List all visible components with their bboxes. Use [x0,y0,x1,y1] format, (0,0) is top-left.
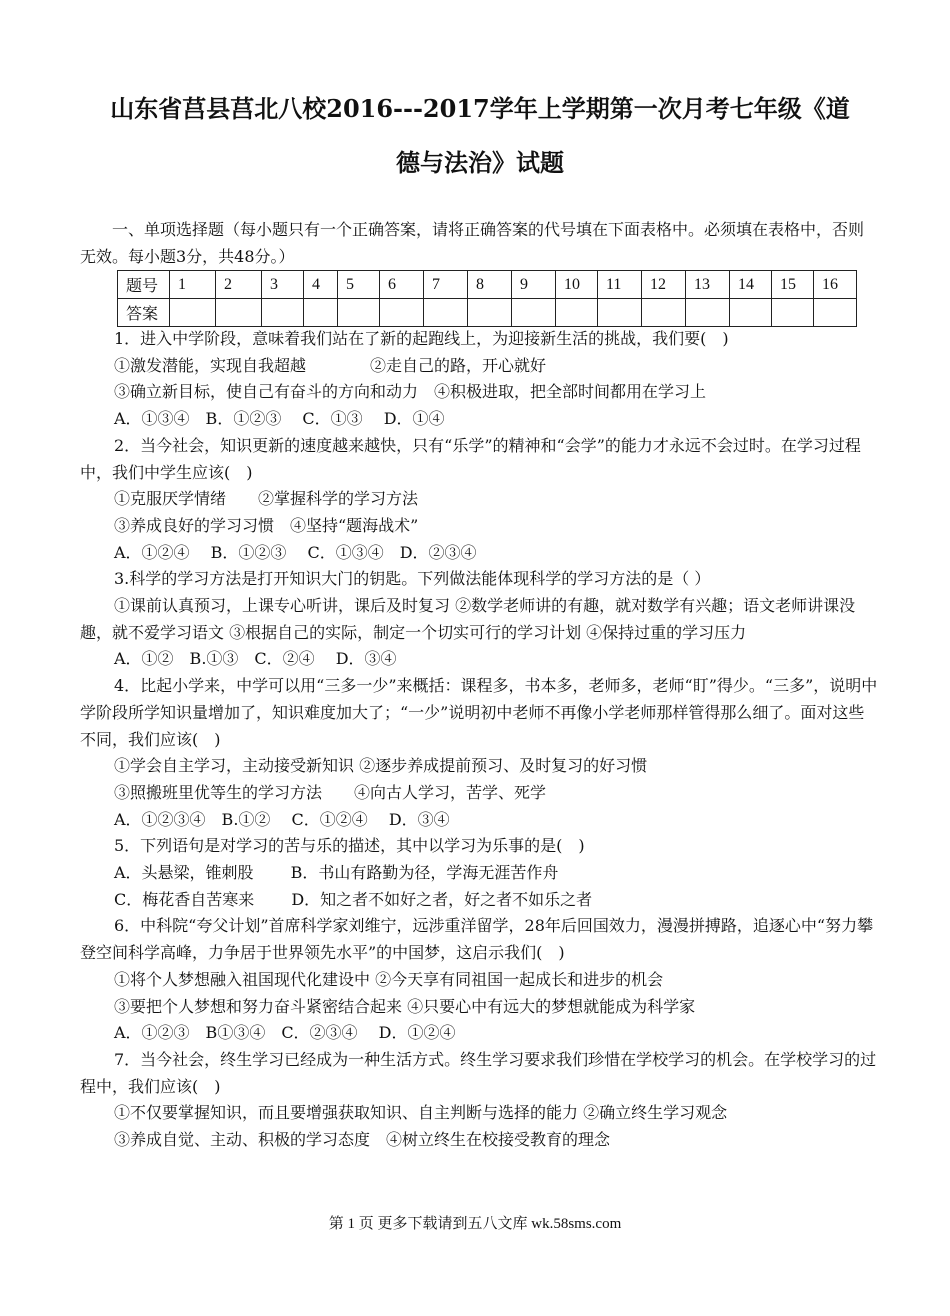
question-number-cell: 15 [772,271,814,299]
question-number-cell: 4 [304,271,338,299]
answer-cell[interactable] [424,299,468,327]
question-number-cell: 16 [814,271,857,299]
answer-cell[interactable] [730,299,772,327]
answer-cell[interactable] [556,299,598,327]
question-line: A．①②③ B①③④ C．②③④ D．①②④ [114,1023,456,1043]
page-footer: 第 1 页 更多下载请到五八文库 wk.58sms.com [328,1216,622,1232]
question-number-cell: 8 [468,271,512,299]
answer-cell[interactable] [262,299,304,327]
question-line: 1．进入中学阶段，意味着我们站在了新的起跑线上，为迎接新生活的挑战，我们要( ) [114,329,729,348]
question-number-cell: 2 [216,271,262,299]
answer-cell[interactable] [338,299,380,327]
answer-cell[interactable] [304,299,338,327]
question-line: 7．当今社会，终生学习已经成为一种生活方式。终生学习要求我们珍惜在学校学习的机会。在学校学习的过程中，我们应该( ) [80,1049,877,1096]
question-line: ①学会自主学习，主动接受新知识 ②逐步养成提前预习、及时复习的好习惯 [114,756,648,776]
question-line: 6．中科院“夸父计划”首席科学家刘维宁，远涉重洋留学，28年后回国效力，漫漫拼搏路，追逐心中“努力攀登空间科学高峰，力争居于世界领先水平”的中国梦，这启示我们( ) [80,916,874,963]
question-line: ③养成自觉、主动、积极的学习态度 ④树立终生在校接受教育的理念 [114,1130,611,1150]
answer-cell[interactable] [642,299,686,327]
answer-cell[interactable] [216,299,262,327]
row-label: 答案 [118,299,170,327]
answer-cell[interactable] [814,299,857,327]
question-line: 3.科学的学习方法是打开知识大门的钥匙。下列做法能体现科学的学习方法的是（ ） [114,569,711,589]
question-number-cell: 3 [262,271,304,299]
answer-cell[interactable] [598,299,642,327]
question-number-cell: 10 [556,271,598,299]
question-number-cell: 11 [598,271,642,299]
question-line: ①课前认真预习，上课专心听讲，课后及时复习 ②数学老师讲的有趣，就对数学有兴趣；语文老师讲课没趣，就不爱学习语文 ③根据自己的实际，制定一个切实可行的学习计划 ④保持过重的学习压力 [80,596,856,642]
question-number-cell: 6 [380,271,424,299]
question-number-cell: 5 [338,271,380,299]
question-line: ③养成良好的学习习惯 ④坚持“题海战术” [114,515,419,535]
answer-cell[interactable] [380,299,424,327]
question-line: C．梅花香自苦寒来 D．知之者不如好之者，好之者不如乐之者 [114,889,593,909]
section-instructions: 一、单项选择题（每小题只有一个正确答案，请将正确答案的代号填在下面表格中。必须填在表格中，否则无效。每小题3分，共48分。） [80,220,865,266]
question-line: A．①③④ B．①②③ C．①③ D．①④ [114,409,445,429]
question-line: A．①②④ B．①②③ C．①③④ D．②③④ [114,542,477,562]
answer-cell[interactable] [468,299,512,327]
question-number-cell: 1 [170,271,216,299]
question-number-cell: 14 [730,271,772,299]
question-line: A．头悬梁，锥刺股 B．书山有路勤为径，学海无涯苦作舟 [114,863,559,883]
question-line: ①不仅要掌握知识，而且要增强获取知识、自主判断与选择的能力 ②确立终生学习观念 [114,1103,728,1123]
question-line: A．①② B.①③ C．②④ D．③④ [114,649,397,669]
questions-body [80,326,880,1154]
question-line: ③照搬班里优等生的学习方法 ④向古人学习，苦学、死学 [114,782,547,802]
question-line: 4．比起小学来，中学可以用“三多一少”来概括：课程多，书本多，老师多，老师“盯”得少。“三多”，说明中学阶段所学知识量增加了，知识难度加大了；“一少”说明初中老师不再像小学老师那样管得那么细了。面对这些不同，我们应该( ) [80,676,878,749]
answer-cell[interactable] [512,299,556,327]
row-label: 题号 [118,271,170,299]
question-line: ①将个人梦想融入祖国现代化建设中 ②今天享有同祖国一起成长和进步的机会 [114,969,664,989]
answer-table [117,270,857,327]
answer-cell[interactable] [772,299,814,327]
question-number-cell: 12 [642,271,686,299]
question-number-cell: 7 [424,271,468,299]
question-line: 2．当今社会，知识更新的速度越来越快，只有“乐学”的精神和“会学”的能力才永远不会过时。在学习过程中，我们中学生应该( ) [80,435,861,482]
answer-row [118,299,857,327]
question-number-cell: 9 [512,271,556,299]
question-line: ③确立新目标，使自己有奋斗的方向和动力 ④积极进取，把全部时间都用在学习上 [114,382,707,402]
question-number-cell: 13 [686,271,730,299]
exam-title [80,82,880,190]
answer-cell[interactable] [686,299,730,327]
answer-cell[interactable] [170,299,216,327]
question-number-row [118,271,857,299]
question-line: ①激发潜能，实现自我超越 ②走自己的路，开心就好 [114,355,547,375]
title-line-2: 德与法治》试题 [396,148,564,177]
question-line: ①克服厌学情绪 ②掌握科学的学习方法 [114,489,419,509]
question-line: A．①②③④ B.①② C．①②④ D．③④ [114,809,450,829]
title-line-1: 山东省莒县莒北八校2016---2017学年上学期第一次月考七年级《道 [110,94,850,123]
question-line: 5．下列语句是对学习的苦与乐的描述，其中以学习为乐事的是( ) [114,836,585,856]
question-line: ③要把个人梦想和努力奋斗紧密结合起来 ④只要心中有远大的梦想就能成为科学家 [114,996,696,1016]
